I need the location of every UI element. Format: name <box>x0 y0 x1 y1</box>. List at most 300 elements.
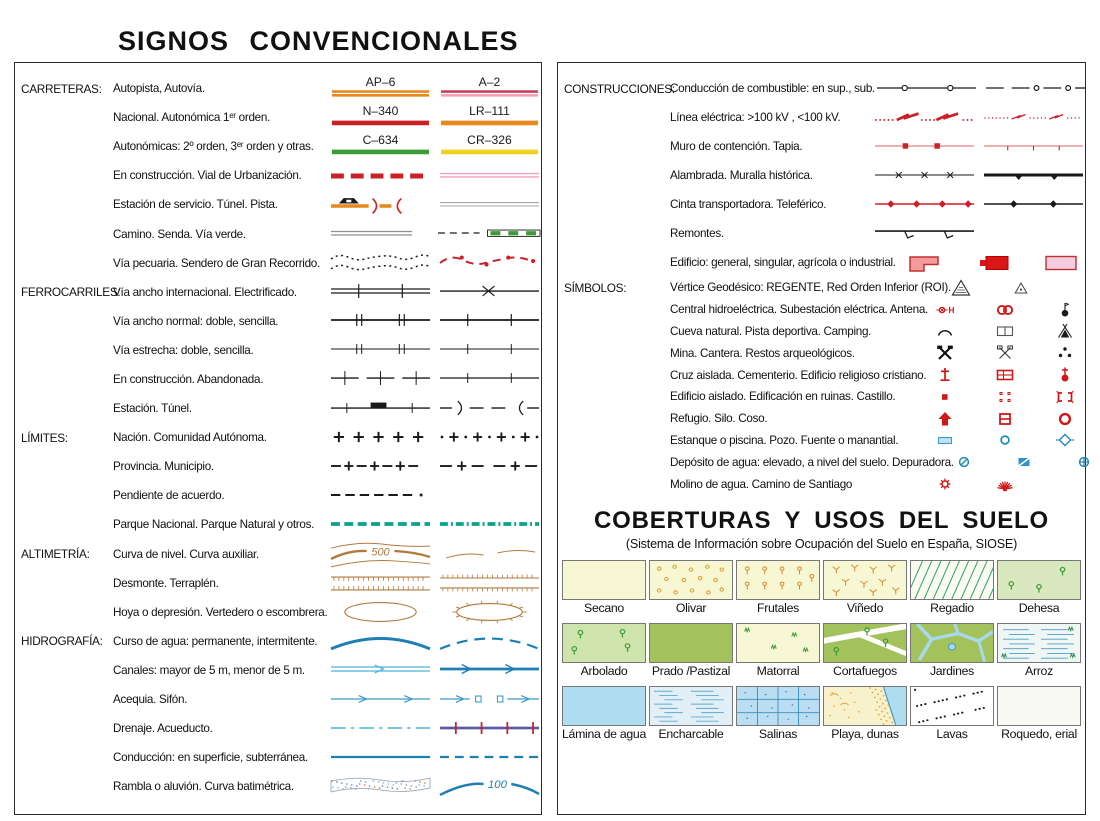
arbolado-pattern <box>563 624 645 662</box>
landuse-cell <box>910 560 994 618</box>
symbol-area <box>329 744 541 772</box>
legend-row <box>558 161 1085 190</box>
landuse-label: Jardines <box>929 663 975 678</box>
landuse-cell <box>910 623 994 681</box>
frutales-pattern <box>737 561 819 599</box>
senda-verde-icon <box>438 220 541 248</box>
svg-text:A–2: A–2 <box>478 74 501 89</box>
symbol-area <box>329 686 541 714</box>
rail-double-glyph <box>329 307 432 335</box>
legend-row <box>558 219 1085 248</box>
power-high-glyph <box>873 104 976 132</box>
symbol-area <box>951 278 1100 298</box>
legend-row <box>558 321 1085 343</box>
batimetrica-icon <box>438 773 541 801</box>
jardines-pattern <box>911 624 993 662</box>
row-label: En construcción. Vial de Urbanización. <box>113 169 302 183</box>
row-label: Acequia. Sifón. <box>113 693 188 707</box>
roquedo-pattern <box>998 687 1080 725</box>
road-auto3-icon <box>438 133 541 161</box>
row-label: Vía ancho normal: doble, sencilla. <box>113 314 279 328</box>
limit-municipality-glyph <box>438 453 541 481</box>
row-label: Nación. Comunidad Autónoma. <box>113 431 267 445</box>
svg-text:100: 100 <box>487 778 507 791</box>
landuse-label: Salinas <box>758 726 798 741</box>
legend-row <box>558 430 1085 452</box>
svg-text:AP–6: AP–6 <box>365 74 396 89</box>
legend-row <box>15 772 541 801</box>
symbol-area <box>329 307 541 335</box>
landuse-cell <box>562 623 646 681</box>
landuse-cell <box>649 560 733 618</box>
rail-intl-icon <box>329 278 432 306</box>
canal-minor-glyph <box>438 656 541 684</box>
building-singular-glyph <box>970 250 1020 276</box>
symbol-area <box>329 249 541 277</box>
ruins-icon <box>995 387 1015 407</box>
row-label: Nacional. Autonómica 1ᵉʳ orden. <box>113 111 271 125</box>
rail-double-icon <box>329 307 432 335</box>
legend-row <box>15 307 541 336</box>
row-label: Vértice Geodésico: REGENTE, Red Orden Inferior (ROI). <box>670 281 951 295</box>
contour-icon <box>329 540 432 568</box>
symbol-area <box>935 365 1085 385</box>
frutales-swatch-icon <box>736 560 820 600</box>
river-int-glyph <box>438 627 541 655</box>
watermill-glyph <box>935 474 955 494</box>
landuse-label: Lavas <box>936 726 968 741</box>
geodesic-roi-glyph <box>1011 278 1031 298</box>
legend-row <box>15 219 541 248</box>
symbol-area <box>935 409 1085 429</box>
landuse-label: Playa, dunas <box>831 726 899 741</box>
via-pecuaria-glyph <box>329 249 432 277</box>
playa-pattern <box>824 687 906 725</box>
row-label: Autonómicas: 2º orden, 3ᵉʳ orden y otras. <box>113 140 314 154</box>
rail-abandoned-icon <box>438 365 541 393</box>
row-label: Autopista, Autovía. <box>113 82 205 96</box>
drenaje-glyph <box>329 715 432 743</box>
refuge-icon <box>935 409 955 429</box>
rail-tunnel-icon <box>438 395 541 423</box>
track-icon <box>438 191 541 219</box>
road-national-icon <box>329 104 432 132</box>
vinedo-pattern <box>824 561 906 599</box>
river-int-icon <box>438 627 541 655</box>
road-auto3-glyph <box>438 133 541 161</box>
camino-icon <box>329 220 432 248</box>
silo-glyph <box>995 409 1015 429</box>
limit-municipality-icon <box>438 453 541 481</box>
landuse-cell <box>997 560 1081 618</box>
row-label: Cueva natural. Pista deportiva. Camping. <box>670 324 872 338</box>
conveyor-icon <box>873 191 976 219</box>
row-label: Alambrada. Muralla histórica. <box>670 169 813 182</box>
landuse-cell <box>562 560 646 618</box>
blank-cell <box>438 482 541 510</box>
building-industrial-icon <box>1028 250 1094 276</box>
svg-text:500: 500 <box>371 546 390 559</box>
silo-icon <box>995 409 1015 429</box>
legend-row <box>15 510 541 539</box>
cablecar-icon <box>982 191 1085 219</box>
river-perm-glyph <box>329 627 432 655</box>
symbol-area <box>896 250 1096 276</box>
via-pecuaria-icon <box>329 249 432 277</box>
refuge-glyph <box>935 409 955 429</box>
track-glyph <box>438 191 541 219</box>
building-general-icon <box>896 250 962 276</box>
camping-icon <box>1055 321 1075 341</box>
prado-pattern <box>650 624 732 662</box>
symbol-area <box>873 220 1085 248</box>
section-label: ALTIMETRÍA: <box>21 547 90 562</box>
legend-row <box>558 299 1085 321</box>
conduct-under-glyph <box>438 744 541 772</box>
row-label: Molino de agua. Camino de Santiago <box>670 477 853 491</box>
contour-aux-icon <box>438 540 541 568</box>
limit-province-icon <box>329 453 432 481</box>
symbol-area <box>329 656 541 684</box>
sports-court-glyph <box>995 321 1015 341</box>
legend-row <box>558 408 1085 430</box>
landuse-cell <box>736 686 820 744</box>
hoya-glyph <box>329 598 432 626</box>
building-industrial-glyph <box>1036 250 1086 276</box>
arroz-swatch-icon <box>997 623 1081 663</box>
prado-swatch-icon <box>649 623 733 663</box>
row-label: Central hidroeléctrica. Subestación eléctrica. Antena. <box>670 303 928 317</box>
legend-row <box>15 685 541 714</box>
section-label: SÍMBOLOS: <box>564 280 627 295</box>
limit-province-glyph <box>329 453 432 481</box>
lavas-pattern <box>911 687 993 725</box>
symbol-area <box>329 627 541 655</box>
building-general-glyph <box>904 250 954 276</box>
limit-region-glyph <box>438 424 541 452</box>
row-label: Curva de nivel. Curva auxiliar. <box>113 547 259 561</box>
archaeology-icon <box>1055 343 1075 363</box>
encharcable-pattern <box>650 687 732 725</box>
rail-electric-icon <box>438 278 541 306</box>
legend-row <box>15 452 541 481</box>
rail-station-icon <box>329 395 432 423</box>
landuse-label: Roquedo, erial <box>1001 726 1077 741</box>
geodesic-roi-icon <box>1011 278 1031 298</box>
landuse-cell <box>910 686 994 744</box>
rail-narrow-single-glyph <box>438 336 541 364</box>
limit-nation-icon <box>329 424 432 452</box>
row-label: Camino. Senda. Vía verde. <box>113 227 246 241</box>
road-auto1-icon <box>438 104 541 132</box>
skilift-glyph <box>873 220 976 248</box>
legend-row <box>558 386 1085 408</box>
santiago-icon <box>995 474 1015 494</box>
canal-major-glyph <box>329 656 432 684</box>
senda-verde-glyph <box>438 220 541 248</box>
building-singular-icon <box>962 250 1028 276</box>
legend-row <box>15 714 541 743</box>
landuse-cell <box>997 686 1081 744</box>
treatment-icon <box>1074 452 1094 472</box>
legend-row <box>15 336 541 365</box>
park-national-icon <box>329 511 432 539</box>
road-auto1-glyph <box>438 104 541 132</box>
symbol-area <box>329 569 541 597</box>
legend-row <box>15 481 541 510</box>
fuel-surface-icon <box>875 75 978 103</box>
contour-aux-glyph <box>438 540 541 568</box>
camping-glyph <box>1055 321 1075 341</box>
legend-row <box>15 278 541 307</box>
landuse-cell <box>823 560 907 618</box>
treatment-glyph <box>1074 452 1094 472</box>
hydro-plant-icon <box>935 300 955 320</box>
landuse-label: Viñedo <box>846 600 884 615</box>
lamina-swatch-icon <box>562 686 646 726</box>
camino-glyph <box>329 220 432 248</box>
power-high-icon <box>873 104 976 132</box>
quarry-icon <box>995 343 1015 363</box>
well-icon <box>995 430 1015 450</box>
jardines-swatch-icon <box>910 623 994 663</box>
rail-construction-icon <box>329 365 432 393</box>
landuse-cell <box>649 686 733 744</box>
cemetery-glyph <box>995 365 1015 385</box>
cortafuegos-swatch-icon <box>823 623 907 663</box>
motorway-free-icon <box>438 75 541 103</box>
olivar-pattern <box>650 561 732 599</box>
archaeology-glyph <box>1055 343 1075 363</box>
symbol-area <box>329 336 541 364</box>
symbol-area <box>329 395 541 423</box>
arbolado-swatch-icon <box>562 623 646 663</box>
isolated-building-icon <box>935 387 955 407</box>
playa-swatch-icon <box>823 686 907 726</box>
symbol-area <box>873 133 1085 161</box>
cemetery-icon <box>995 365 1015 385</box>
conduct-surface-glyph <box>329 744 432 772</box>
legend-row <box>558 451 1085 473</box>
contour-glyph <box>329 540 432 568</box>
cave-glyph <box>935 321 955 341</box>
row-label: Estación. Túnel. <box>113 402 192 416</box>
symbol-area <box>329 540 541 568</box>
secano-pattern <box>563 561 645 599</box>
symbol-area <box>873 191 1085 219</box>
church-glyph <box>1055 365 1075 385</box>
secano-swatch-icon <box>562 560 646 600</box>
row-label: Vía pecuaria. Sendero de Gran Recorrido. <box>113 256 320 270</box>
symbol-area <box>873 162 1085 190</box>
section-label: LÍMITES: <box>21 430 68 445</box>
svg-text:LR–111: LR–111 <box>469 103 510 118</box>
rail-electric-glyph <box>438 278 541 306</box>
acueducto-glyph <box>438 715 541 743</box>
rail-single-icon <box>438 307 541 335</box>
road-urban-icon <box>438 162 541 190</box>
symbol-area <box>935 321 1085 341</box>
park-national-glyph <box>329 511 432 539</box>
park-natural-icon <box>438 511 541 539</box>
castle-icon <box>1055 387 1075 407</box>
acequia-glyph <box>329 686 432 714</box>
legend-row <box>558 103 1085 132</box>
rail-construction-glyph <box>329 365 432 393</box>
bullring-icon <box>1055 409 1075 429</box>
legend-row <box>558 342 1085 364</box>
sifon-glyph <box>438 686 541 714</box>
pond-icon <box>935 430 955 450</box>
rambla-icon <box>329 773 432 801</box>
landuse-cell <box>649 623 733 681</box>
retaining-wall-icon <box>873 133 976 161</box>
coberturas-section <box>558 507 1085 744</box>
symbol-area <box>935 343 1085 363</box>
row-label: En construcción. Abandonada. <box>113 372 264 386</box>
tank-elevated-icon <box>954 452 974 472</box>
landuse-label: Olivar <box>675 600 707 615</box>
wall-historic-icon <box>982 162 1085 190</box>
legend-row <box>558 74 1085 103</box>
tank-ground-icon <box>1014 452 1034 472</box>
symbol-area <box>954 452 1100 472</box>
sendero-gr-icon <box>438 249 541 277</box>
legend-row <box>558 277 1085 299</box>
symbol-area <box>329 482 541 510</box>
legend-row <box>15 598 541 627</box>
symbol-area <box>329 715 541 743</box>
well-glyph <box>995 430 1015 450</box>
row-label: Refugio. Silo. Coso. <box>670 412 768 426</box>
lamina-pattern <box>563 687 645 725</box>
rail-single-glyph <box>438 307 541 335</box>
geodesic-regente-glyph <box>951 278 971 298</box>
power-low-glyph <box>982 104 1085 132</box>
isolated-building-glyph <box>935 387 955 407</box>
left-panel <box>14 62 542 815</box>
terraplen-icon <box>438 569 541 597</box>
row-label: Estanque o piscina. Pozo. Fuente o manantial. <box>670 433 899 447</box>
symbol-area <box>329 104 541 132</box>
road-construction-icon <box>329 162 432 190</box>
sifon-icon <box>438 686 541 714</box>
fence-glyph <box>873 162 976 190</box>
rail-narrow-double-glyph <box>329 336 432 364</box>
bullring-glyph <box>1055 409 1075 429</box>
blank-cell <box>1055 474 1075 494</box>
lavas-swatch-icon <box>910 686 994 726</box>
river-perm-icon <box>329 627 432 655</box>
drenaje-icon <box>329 715 432 743</box>
landuse-cell <box>997 623 1081 681</box>
legend-row <box>15 423 541 452</box>
conduct-under-icon <box>438 744 541 772</box>
legend-row <box>15 190 541 219</box>
sports-court-icon <box>995 321 1015 341</box>
rail-intl-glyph <box>329 278 432 306</box>
row-label: Edificio aislado. Edificación en ruinas. Castillo. <box>670 390 896 404</box>
canal-major-icon <box>329 656 432 684</box>
svg-text:H: H <box>948 304 955 315</box>
row-label: Cinta transportadora. Teleférico. <box>670 198 827 211</box>
hydro-plant-glyph <box>935 300 955 320</box>
salinas-swatch-icon <box>736 686 820 726</box>
mine-glyph <box>935 343 955 363</box>
landuse-label: Encharcable <box>658 726 724 741</box>
row-label: Muro de contención. Tapia. <box>670 140 803 153</box>
matorral-swatch-icon <box>736 623 820 663</box>
blank-cell <box>1071 278 1091 298</box>
service-tunnel-icon <box>329 191 432 219</box>
row-label: Línea eléctrica: >100 kV , <100 kV. <box>670 111 841 124</box>
road-urban-glyph <box>438 162 541 190</box>
row-label: Depósito de agua: elevado, a nivel del suelo. Depuradora. <box>670 455 954 469</box>
motorway-toll-glyph <box>329 75 432 103</box>
tapia-glyph <box>982 133 1085 161</box>
row-label: Drenaje. Acueducto. <box>113 722 213 736</box>
rail-tunnel-glyph <box>438 395 541 423</box>
limit-pending-glyph <box>329 482 432 510</box>
fuel-surface-glyph <box>875 75 978 103</box>
legend-row <box>15 103 541 132</box>
row-label: Estación de servicio. Túnel. Pista. <box>113 198 278 212</box>
legend-row <box>15 74 541 103</box>
antenna-icon <box>1055 300 1075 320</box>
service-tunnel-glyph <box>329 191 432 219</box>
symbol-area <box>329 365 541 393</box>
landuse-label: Prado /Pastizal <box>651 663 731 678</box>
row-label: Desmonte. Terraplén. <box>113 576 219 590</box>
landuse-label: Regadio <box>930 600 974 615</box>
geodesic-regente-icon <box>951 278 971 298</box>
hoya-icon <box>329 598 432 626</box>
legend-row <box>15 743 541 772</box>
legend-row <box>558 248 1085 277</box>
sendero-gr-glyph <box>438 249 541 277</box>
vinedo-swatch-icon <box>823 560 907 600</box>
cross-glyph <box>935 365 955 385</box>
legend-row <box>558 132 1085 161</box>
landuse-label: Arbolado <box>580 663 628 678</box>
row-label: Remontes. <box>670 227 724 240</box>
terraplen-glyph <box>438 569 541 597</box>
church-icon <box>1055 365 1075 385</box>
rail-narrow-double-icon <box>329 336 432 364</box>
row-label: Mina. Cantera. Restos arqueológicos. <box>670 346 855 360</box>
landuse-cell <box>562 686 646 744</box>
substation-icon <box>995 300 1015 320</box>
motorway-free-glyph <box>438 75 541 103</box>
blank-cell <box>982 220 1085 248</box>
legend-row <box>15 627 541 656</box>
dehesa-pattern <box>998 561 1080 599</box>
svg-text:N–340: N–340 <box>362 103 399 118</box>
legend-row <box>15 569 541 598</box>
fuel-under-icon <box>984 75 1087 103</box>
landuse-cell <box>736 623 820 681</box>
legend-row <box>558 364 1085 386</box>
landuse-label: Dehesa <box>1018 600 1060 615</box>
symbol-area <box>329 133 541 161</box>
pond-glyph <box>935 430 955 450</box>
symbol-area <box>329 162 541 190</box>
section-label: HIDROGRAFÍA: <box>21 634 103 649</box>
landuse-cell <box>736 560 820 618</box>
road-auto2-icon <box>329 133 432 161</box>
motorway-toll-icon <box>329 75 432 103</box>
symbol-area <box>873 104 1085 132</box>
